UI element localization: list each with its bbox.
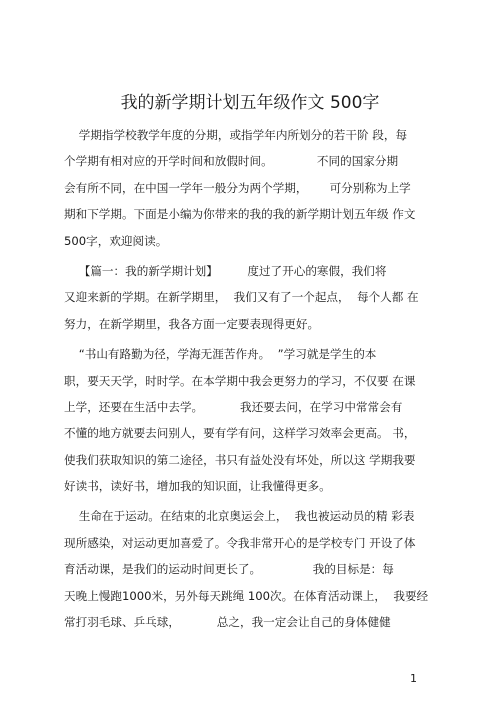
text-line: 育活动课，是我们的运动时间更长了。 我的目标是：每	[64, 562, 394, 577]
text-line: 职，要天天学，时时学。在本学期中我会更努力的学习，不仅要 在课	[64, 373, 416, 388]
document-body	[64, 122, 436, 635]
paragraph	[64, 258, 436, 337]
document-title: 我的新学期计划五年级作文 500字	[120, 93, 380, 113]
paragraph	[64, 341, 436, 499]
text-line: 【篇一：我的新学期计划】 度过了开心的寒假，我们将	[64, 263, 387, 278]
text-line: 好读书，读好书，增加我的知识面，让我懂得更多。	[64, 479, 331, 494]
text-line: 生命在于运动。在结束的北京奥运会上， 我也被运动员的精 彩表	[64, 509, 415, 524]
text-line: 天晚上慢跑1000米，另外每天跳绳 100次。在体育活动课上， 我要经	[64, 588, 429, 603]
text-line: “书山有路勤为径，学海无涯苦作舟。 ”学习就是学生的本	[64, 347, 377, 362]
text-line: 学期指学校教学年度的分期，或指学年内所划分的若干阶 段，每	[64, 128, 408, 142]
text-line: 会有所不同，在中国一学年一般分为两个学期， 可分别称为上学	[64, 180, 411, 195]
text-line: 期和下学期。下面是小编为你带来的我的我的新学期计划五年级 作文	[64, 207, 416, 222]
text-line: 个学期有相对应的开学时间和放假时间。 不同的国家分期	[64, 154, 399, 169]
text-line: 现所感染，对运动更加喜爱了。令我非常开心的是学校专门 开设了体	[64, 535, 416, 550]
page-number: 1	[410, 672, 417, 685]
paragraph	[64, 122, 436, 254]
text-line: 使我们获取知识的第二途径，书只有益处没有坏处，所以这 学期我要	[64, 452, 416, 467]
text-line: 上学，还要在生活中去学。 我还要去问，在学习中常常会有	[64, 399, 403, 414]
text-line: 又迎来新的学期。在新学期里， 我们又有了一个起点， 每个人都 在	[64, 290, 419, 305]
text-line: 常打羽毛球、乒乓球， 总之，我一定会让自己的身体健健	[64, 615, 391, 630]
text-line: 500字，欢迎阅读。	[64, 233, 168, 248]
text-line: 努力，在新学期里，我各方面一定要表现得更好。	[64, 316, 320, 331]
paragraph	[64, 503, 436, 635]
text-line: 不懂的地方就要去问别人，要有学有问，这样学习效率会更高。 书，	[64, 426, 416, 441]
